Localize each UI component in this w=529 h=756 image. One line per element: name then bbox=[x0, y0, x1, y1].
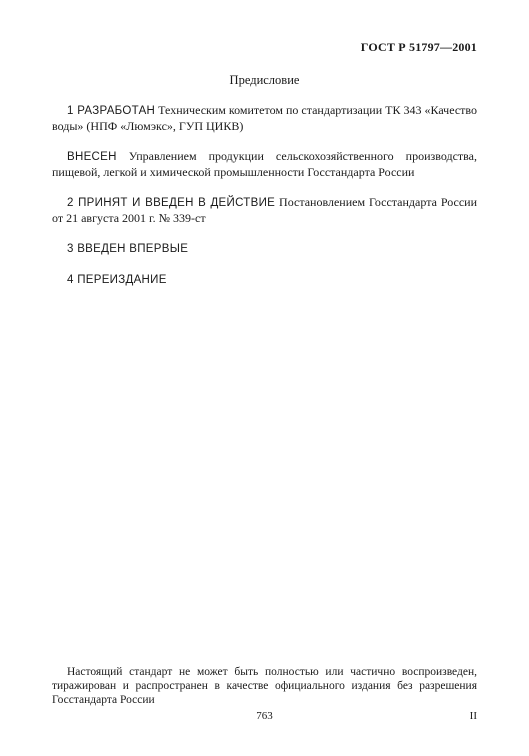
page-number: 763 bbox=[256, 710, 273, 722]
preface-content bbox=[52, 103, 477, 303]
paragraph-lead: 4 ПЕРЕИЗДАНИЕ bbox=[67, 274, 167, 286]
paragraph-introduced bbox=[52, 149, 477, 180]
paragraph-text: Постановлением Госстандарта России от 21 августа 2001 г. № 339-ст bbox=[52, 195, 477, 225]
page-title: Предисловие bbox=[229, 73, 300, 87]
copyright-notice: Настоящий стандарт не может быть полностью или частично воспроизведен, тиражирован и распространен в качестве официального издания без разрешения Госстандарта России bbox=[52, 666, 477, 706]
paragraph-developed bbox=[52, 103, 477, 134]
paragraph-text: Управлением продукции сельскохозяйственного производства, пищевой, легкой и химической промышленности Госстандарта России bbox=[52, 149, 477, 179]
paragraph-text: Техническим комитетом по стандартизации ТК 343 «Качество воды» (НПФ «Люмэкс», ГУП ЦИКВ) bbox=[52, 103, 477, 133]
paragraph-adopted bbox=[52, 195, 477, 226]
paragraph-lead: 3 ВВЕДЕН ВПЕРВЫЕ bbox=[67, 243, 189, 255]
paragraph-first-introduced bbox=[52, 241, 477, 257]
paragraph-lead: ВНЕСЕН bbox=[67, 151, 117, 163]
roman-page-number: II bbox=[469, 710, 477, 722]
paragraph-reissue bbox=[52, 272, 477, 288]
paragraph-lead: 1 РАЗРАБОТАН bbox=[67, 105, 156, 117]
paragraph-lead: 2 ПРИНЯТ И ВВЕДЕН В ДЕЙСТВИЕ bbox=[67, 197, 276, 209]
standard-code: ГОСТ Р 51797—2001 bbox=[360, 40, 477, 54]
